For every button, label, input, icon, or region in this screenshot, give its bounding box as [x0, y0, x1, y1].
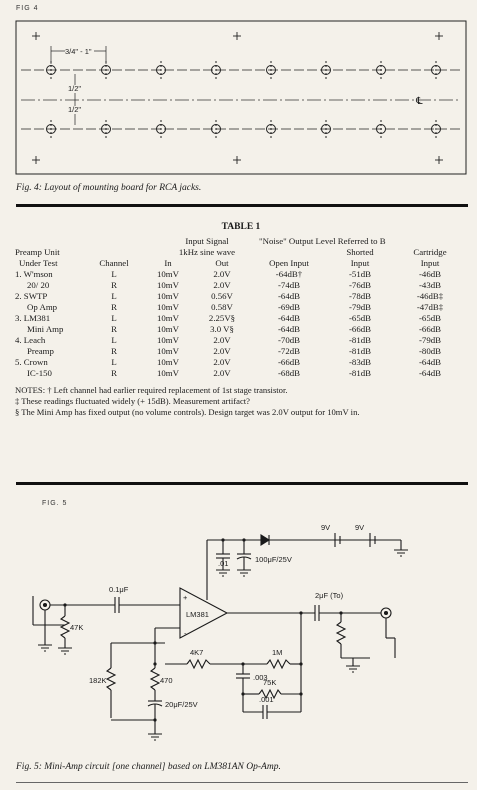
table-cell-in: 10mV [157, 313, 179, 323]
table-cell-in: 10mV [157, 368, 179, 378]
table-cell-unit: IC-150 [27, 368, 52, 378]
label-c-001: .001 [259, 695, 274, 704]
table-cell-unit: 4. Leach [15, 335, 46, 345]
resistor-4k7 [187, 660, 210, 668]
mounting-board-diagram [15, 20, 467, 175]
label-r-182k: 182K [89, 676, 107, 685]
divider-rule [16, 204, 468, 207]
table-cell-shorted: -78dB [349, 291, 371, 301]
note-double-dagger: ‡ These readings fluctuated widely (+ 15dB). Measurement artifact? [15, 396, 250, 406]
table-cell-unit: 3. LM381 [15, 313, 51, 323]
label-supply-1: 9V [321, 523, 331, 532]
table-cell-cart: -80dB [419, 346, 441, 356]
header-input-shorted: Input [350, 258, 370, 268]
header-channel: Channel [99, 258, 129, 268]
table-cell-out: 2.0V [213, 357, 231, 367]
dimension-half-bottom-label: 1/2" [68, 105, 82, 114]
fig4-label: FIG 4 [16, 5, 39, 12]
divider-rule [16, 482, 468, 485]
table-cell-shorted: -81dB [349, 335, 371, 345]
resistor-1m [267, 660, 290, 668]
table-cell-shorted: -76dB [349, 280, 371, 290]
table-notes [15, 385, 467, 418]
table-cell-out: 2.0V [213, 368, 231, 378]
header-open-input: Open Input [269, 258, 309, 268]
table-cell-shorted: -79dB [349, 302, 371, 312]
table-cell-unit: Op Amp [27, 302, 58, 312]
table-cell-in: 10mV [157, 335, 179, 345]
table-cell-out: 0.56V [211, 291, 233, 301]
header-input-cartridge: Input [420, 258, 440, 268]
jack-holes [47, 61, 441, 138]
table-cell-in: 10mV [157, 324, 179, 334]
table-cell-shorted: -81dB [349, 346, 371, 356]
header-under-test: Under Test [19, 258, 58, 268]
label-plus: + [183, 593, 188, 602]
table-row [15, 291, 467, 302]
table-cell-in: 10mV [157, 280, 179, 290]
table-cell-open: -64dB [278, 313, 300, 323]
label-c-input: 0.1μF [109, 585, 129, 594]
table-row [15, 324, 467, 335]
measurement-table [15, 236, 467, 379]
note-dagger: NOTES: † Left channel had earlier required replacement of 1st stage transistor. [15, 385, 288, 395]
table-cell-shorted: -66dB [349, 324, 371, 334]
table-cell-shorted: -81dB [349, 368, 371, 378]
label-r-1m: 1M [272, 648, 283, 657]
header-row-3 [15, 258, 467, 269]
resistor-182k [107, 668, 115, 690]
table-cell-open: -64dB [278, 291, 300, 301]
table-cell-open: -74dB [278, 280, 300, 290]
table-cell-ch: L [111, 313, 117, 323]
label-c-output: 2μF (To) [315, 591, 344, 600]
label-r-47k: 47K [70, 623, 84, 632]
table-cell-unit: 2. SWTP [15, 291, 48, 301]
label-ic: LM381 [186, 610, 209, 619]
table-row [15, 269, 467, 280]
table-cell-shorted: -65dB [349, 313, 371, 323]
table-cell-open: -70dB [278, 335, 300, 345]
table-cell-ch: L [111, 291, 117, 301]
header-input-signal: Input Signal [185, 236, 229, 246]
table-cell-open: -64dB [278, 324, 300, 334]
table-cell-ch: R [111, 280, 117, 290]
table-cell-cart: -46dB‡ [416, 291, 444, 301]
centerline-mark: ℄ [416, 96, 423, 107]
table-cell-cart: -46dB [419, 269, 441, 279]
fig5-caption: Fig. 5: Mini-Amp circuit [one channel] based on LM381AN Op-Amp. [16, 762, 281, 772]
table-row [15, 346, 467, 357]
table-cell-unit: 5. Crown [15, 357, 48, 367]
table-cell-ch: R [111, 346, 117, 356]
table-cell-cart: -66dB [419, 324, 441, 334]
table-cell-open: -68dB [278, 368, 300, 378]
dimension-spacing-label: 3/4" - 1" [65, 47, 92, 56]
table-cell-cart: -64dB [419, 357, 441, 367]
resistor-output-load [337, 622, 345, 644]
table-row [15, 280, 467, 291]
table-cell-cart: -64dB [419, 368, 441, 378]
header-out: Out [215, 258, 229, 268]
table-row [15, 357, 467, 368]
input-jack-pin [44, 604, 47, 607]
table-cell-ch: R [111, 368, 117, 378]
table-cell-out: 2.0V [213, 269, 231, 279]
table-cell-in: 10mV [157, 357, 179, 367]
table-row [15, 368, 467, 379]
table-1 [15, 222, 467, 418]
table-cell-ch: L [111, 357, 117, 367]
dimension-half-top-label: 1/2" [68, 84, 82, 93]
ground-symbols [38, 550, 408, 740]
table-cell-out: 3.0 V§ [210, 324, 234, 334]
label-supply-2: 9V [355, 523, 365, 532]
table-cell-ch: L [111, 269, 117, 279]
table-cell-shorted: -51dB [349, 269, 371, 279]
label-r-75k: 75K [263, 678, 277, 687]
label-c-003: .003 [253, 673, 268, 682]
table-cell-cart: -65dB [419, 313, 441, 323]
fig4-caption: Fig. 4: Layout of mounting board for RCA jacks. [16, 183, 202, 193]
table-cell-cart: -79dB [419, 335, 441, 345]
table-cell-in: 10mV [157, 269, 179, 279]
table-cell-ch: L [111, 335, 117, 345]
note-section: § The Mini Amp has fixed output (no volume controls). Design target was 2.0V output for 10mV in. [15, 407, 360, 417]
label-c-20uf: 20μF/25V [165, 700, 198, 709]
table-cell-open: -72dB [278, 346, 300, 356]
header-preamp-unit: Preamp Unit [15, 247, 60, 257]
table-cell-open: -66dB [278, 357, 300, 367]
bottom-rule [16, 782, 468, 783]
table-cell-unit: Mini Amp [27, 324, 64, 334]
table-cell-open: -64dB† [275, 269, 303, 279]
table-cell-ch: R [111, 302, 117, 312]
header-in: In [164, 258, 172, 268]
table-cell-in: 10mV [157, 302, 179, 312]
header-noise: "Noise" Output Level Referred to B [259, 236, 386, 246]
table-cell-cart: -47dB‡ [416, 302, 444, 312]
table-cell-out: 2.25V§ [208, 313, 236, 323]
table-cell-out: 2.0V [213, 335, 231, 345]
label-minus: - [184, 629, 187, 638]
table-row [15, 335, 467, 346]
header-row-2 [15, 247, 467, 258]
table-cell-cart: -43dB [419, 280, 441, 290]
diode-icon [261, 535, 269, 545]
table-title: TABLE 1 [221, 222, 261, 232]
header-shorted: Shorted [346, 247, 374, 257]
header-cartridge: Cartridge [413, 247, 447, 257]
table-cell-open: -69dB [278, 302, 300, 312]
table-row [15, 302, 467, 313]
table-row [15, 313, 467, 324]
header-sine-wave: 1kHz sine wave [178, 247, 236, 257]
table-cell-ch: R [111, 324, 117, 334]
label-r-470: 470 [160, 676, 173, 685]
board-outline [16, 21, 466, 174]
table-cell-unit: Preamp [27, 346, 54, 356]
mini-amp-schematic [15, 498, 467, 758]
label-c-100uf: 100μF/25V [255, 555, 292, 564]
table-cell-out: 2.0V [213, 346, 231, 356]
label-c-01: .01 [218, 559, 229, 568]
table-cell-out: 0.58V [211, 302, 233, 312]
resistor-470 [151, 668, 159, 690]
table-cell-unit: 20/ 20 [27, 280, 50, 290]
resistor-47k [61, 616, 69, 638]
table-cell-in: 10mV [157, 346, 179, 356]
fig5-label: FIG. 5 [42, 500, 68, 507]
table-cell-unit: 1. W'mson [15, 269, 53, 279]
table-cell-in: 10mV [157, 291, 179, 301]
header-row-1 [15, 236, 467, 247]
label-r-4k7: 4K7 [190, 648, 204, 657]
table-cell-shorted: -83dB [349, 357, 371, 367]
table-cell-out: 2.0V [213, 280, 231, 290]
corner-crosses [32, 32, 443, 164]
